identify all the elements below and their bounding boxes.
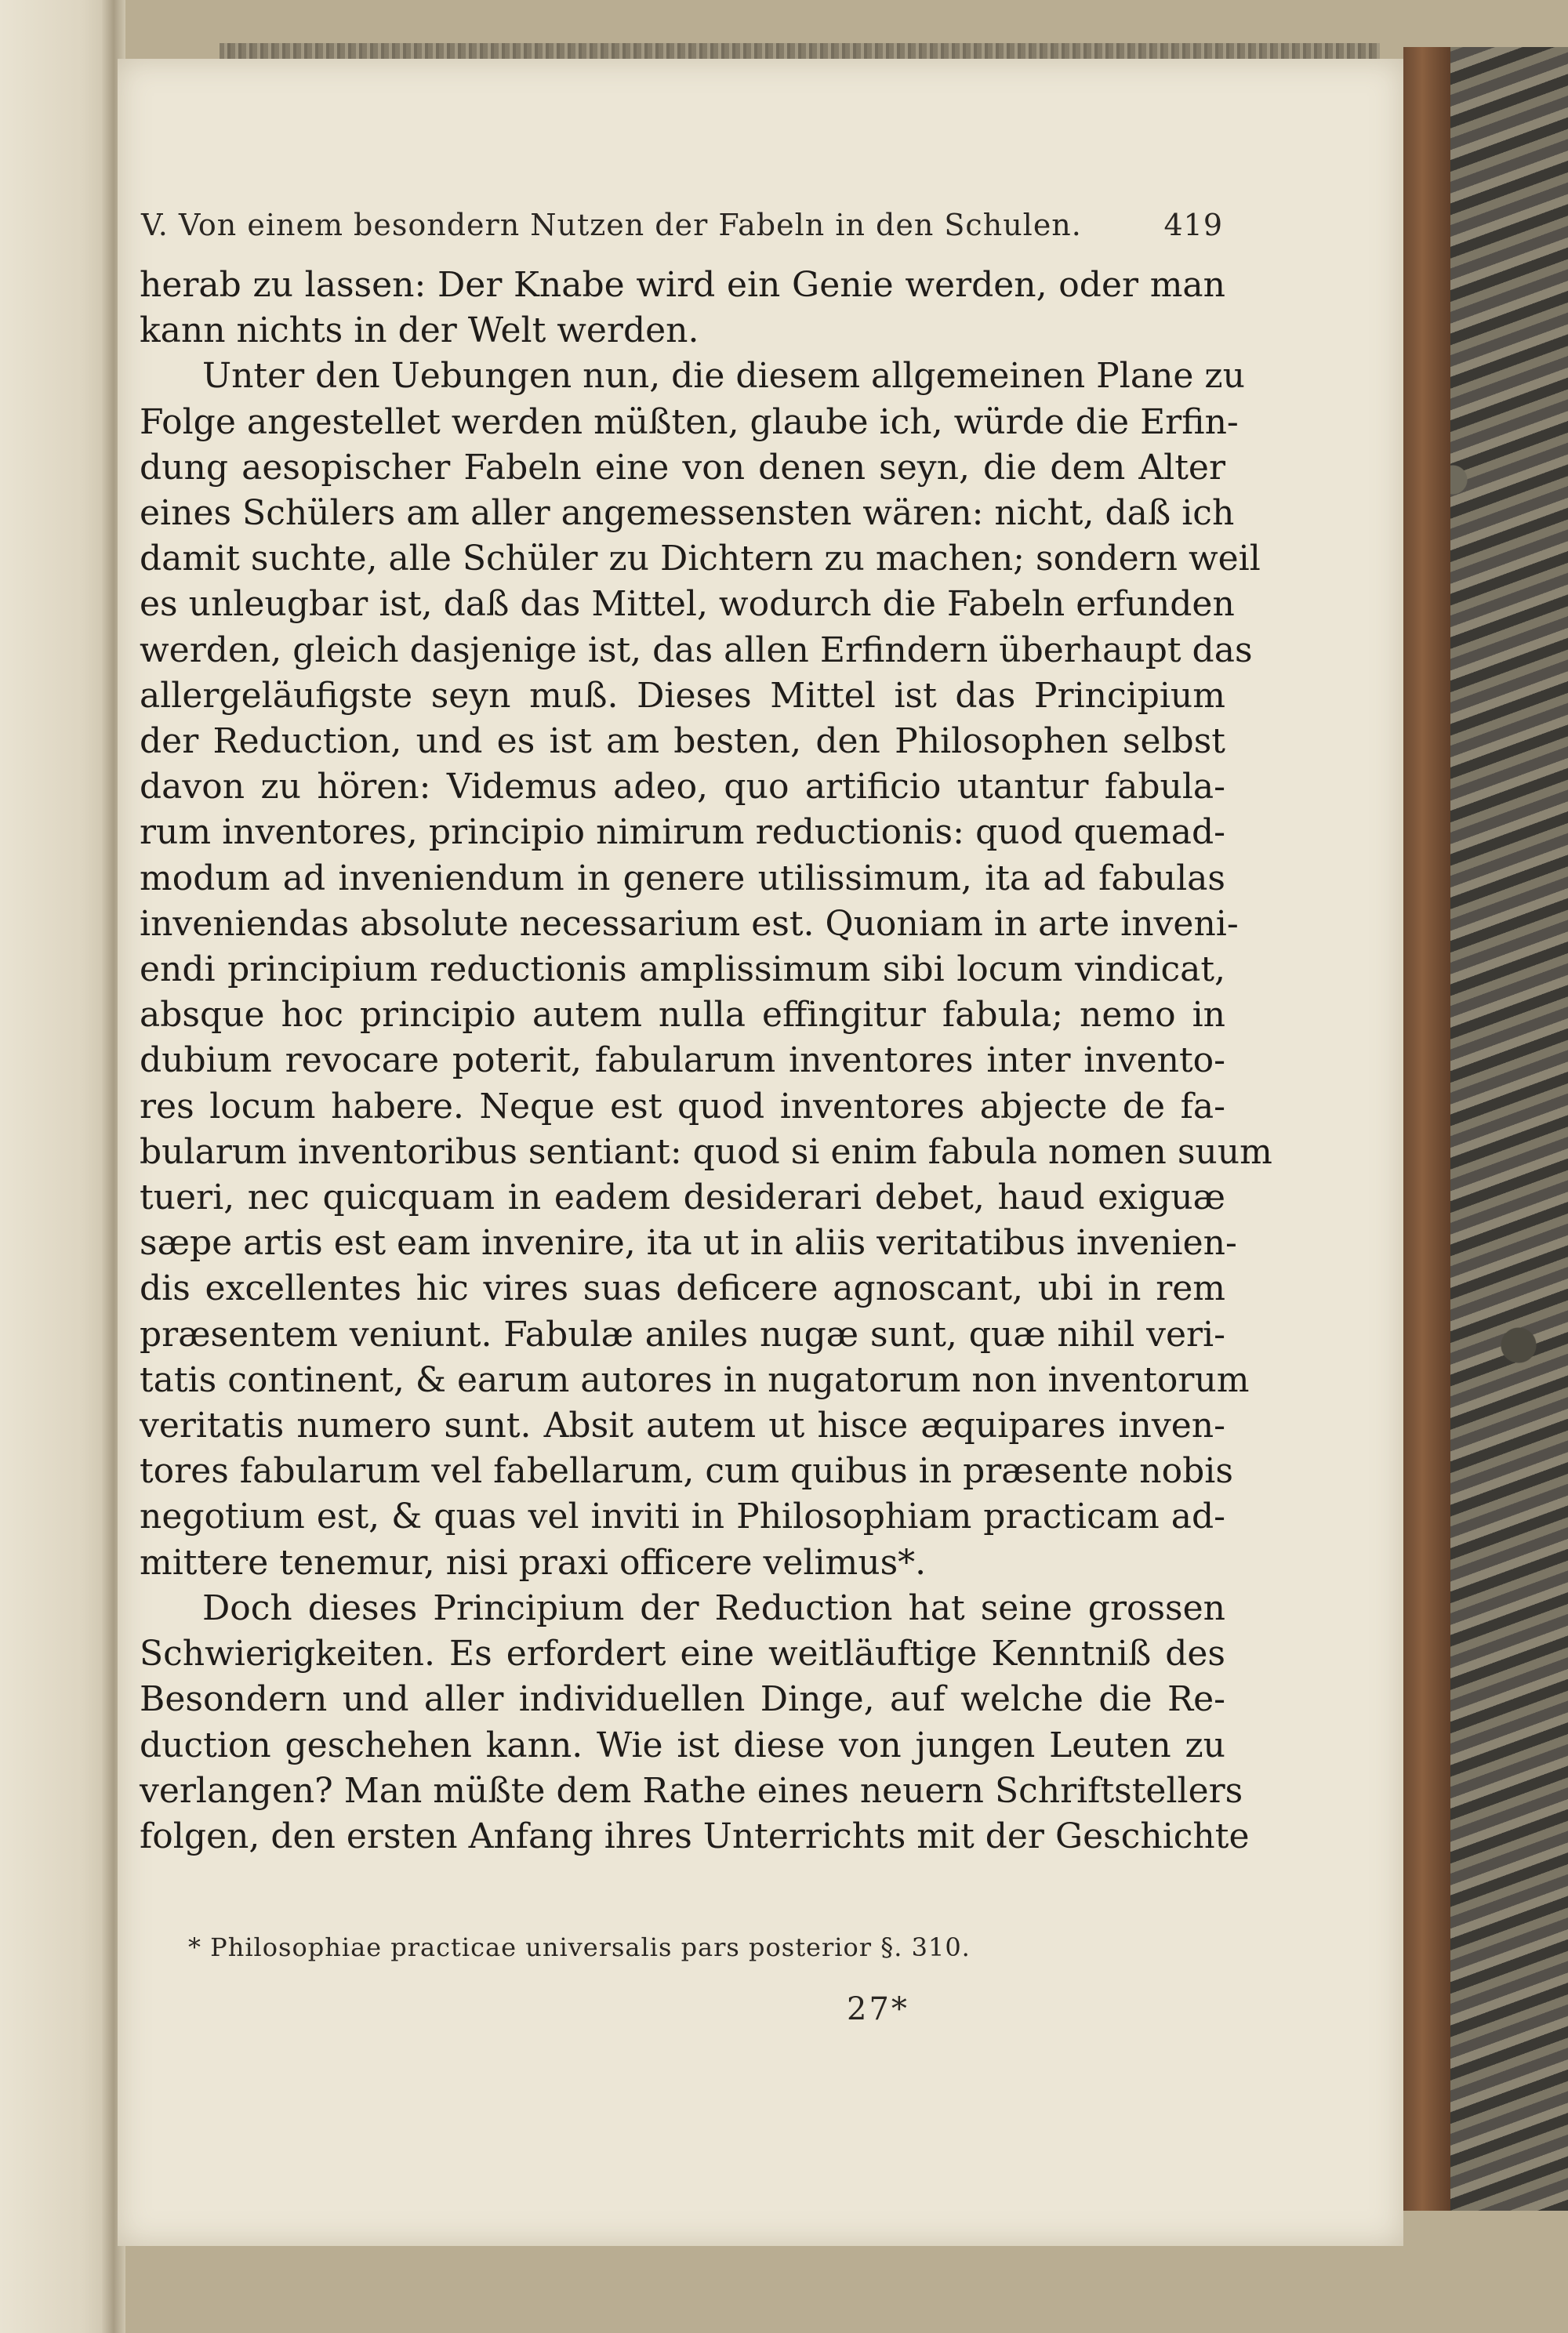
text-line: endi principium reductionis amplissimum sibi locum vindicat, [140, 949, 1225, 990]
text-line: negotium est, & quas vel inviti in Philosophiam practicam ad- [140, 1497, 1225, 1537]
text-line: absque hoc principio autem nulla effingitur fabula; nemo in [140, 995, 1225, 1036]
text-line: Schwierigkeiten. Es erfordert eine weitläuftige Kenntniß des [140, 1634, 1225, 1674]
text-line: præsentem veniunt. Fabulæ aniles nugæ sunt, quæ nihil veri- [140, 1314, 1225, 1355]
text-line: Besondern und aller individuellen Dinge, auf welche die Re- [140, 1679, 1225, 1720]
text-line: bularum inventoribus sentiant: quod si enim fabula nomen suum [140, 1131, 1272, 1172]
cover-spine-edge [1403, 47, 1450, 2211]
text-line: werden, gleich dasjenige ist, das allen Erfindern überhaupt das [140, 630, 1253, 670]
text-line: dis excellentes hic vires suas deficere agnoscant, ubi in rem [140, 1268, 1225, 1309]
text-line: kann nichts in der Welt werden. [140, 310, 699, 351]
text-line: herab zu lassen: Der Knabe wird ein Genie werden, oder man [140, 265, 1225, 305]
text-line: tueri, nec quicquam in eadem desiderari debet, haud exiguæ [140, 1177, 1225, 1218]
text-line: inveniendas absolute necessarium est. Quoniam in arte inveni- [140, 903, 1239, 944]
signature-mark: 27* [847, 1991, 909, 2027]
body-text [140, 263, 1272, 1860]
text-line: modum ad inveniendum in genere utilissimum, ita ad fabulas [140, 858, 1225, 898]
text-line: davon zu hören: Videmus adeo, quo artificio utantur fabula- [140, 767, 1225, 807]
text-line: sæpe artis est eam invenire, ita ut in aliis veritatibus invenien- [140, 1223, 1237, 1264]
text-line: es unleugbar ist, daß das Mittel, wodurch die Fabeln erfunden [140, 584, 1235, 625]
running-title: V. Von einem besondern Nutzen der Fabeln in den Schulen. [141, 208, 1082, 242]
text-line: allergeläufigste seyn muß. Dieses Mittel ist das Principium [140, 675, 1225, 716]
text-line: rum inventores, principio nimirum reductionis: quod quemad- [140, 812, 1225, 853]
text-line: Unter den Uebungen nun, die diesem allgemeinen Plane zu [202, 356, 1245, 397]
text-line: veritatis numero sunt. Absit autem ut hisce æquipares inven- [140, 1406, 1225, 1446]
text-line: tatis continent, & earum autores in nugatorum non inventorum [140, 1359, 1250, 1400]
text-line: eines Schülers am aller angemessensten wären: nicht, daß ich [140, 493, 1235, 534]
text-line: verlangen? Man müßte dem Rathe eines neuern Schriftstellers [140, 1770, 1243, 1811]
footnote: * Philosophiae practicae universalis pars posterior §. 310. [188, 1932, 971, 1962]
text-line: dung aesopischer Fabeln eine von denen seyn, die dem Alter [140, 447, 1225, 488]
text-line: dubium revocare poterit, fabularum inventores inter invento- [140, 1040, 1225, 1081]
page-number: 419 [1163, 208, 1223, 242]
text-line: mittere tenemur, nisi praxi officere velimus*. [140, 1542, 927, 1583]
text-line: Folge angestellet werden müßten, glaube ich, würde die Erfin- [140, 401, 1239, 442]
text-line: duction geschehen kann. Wie ist diese von jungen Leuten zu [140, 1725, 1225, 1765]
text-line: Doch dieses Principium der Reduction hat seine grossen [202, 1587, 1225, 1628]
text-line: tores fabularum vel fabellarum, cum quibus in præsente nobis [140, 1451, 1233, 1492]
text-line: der Reduction, und es ist am besten, den Philosophen selbst [140, 721, 1225, 762]
running-header [141, 208, 1223, 242]
facing-page-edge [0, 0, 118, 2333]
text-line: damit suchte, alle Schüler zu Dichtern zu machen; sondern weil [140, 539, 1261, 579]
text-line: res locum habere. Neque est quod inventores abjecte de fa- [140, 1086, 1225, 1127]
text-line: folgen, den ersten Anfang ihres Unterrichts mit der Geschichte [140, 1816, 1250, 1856]
